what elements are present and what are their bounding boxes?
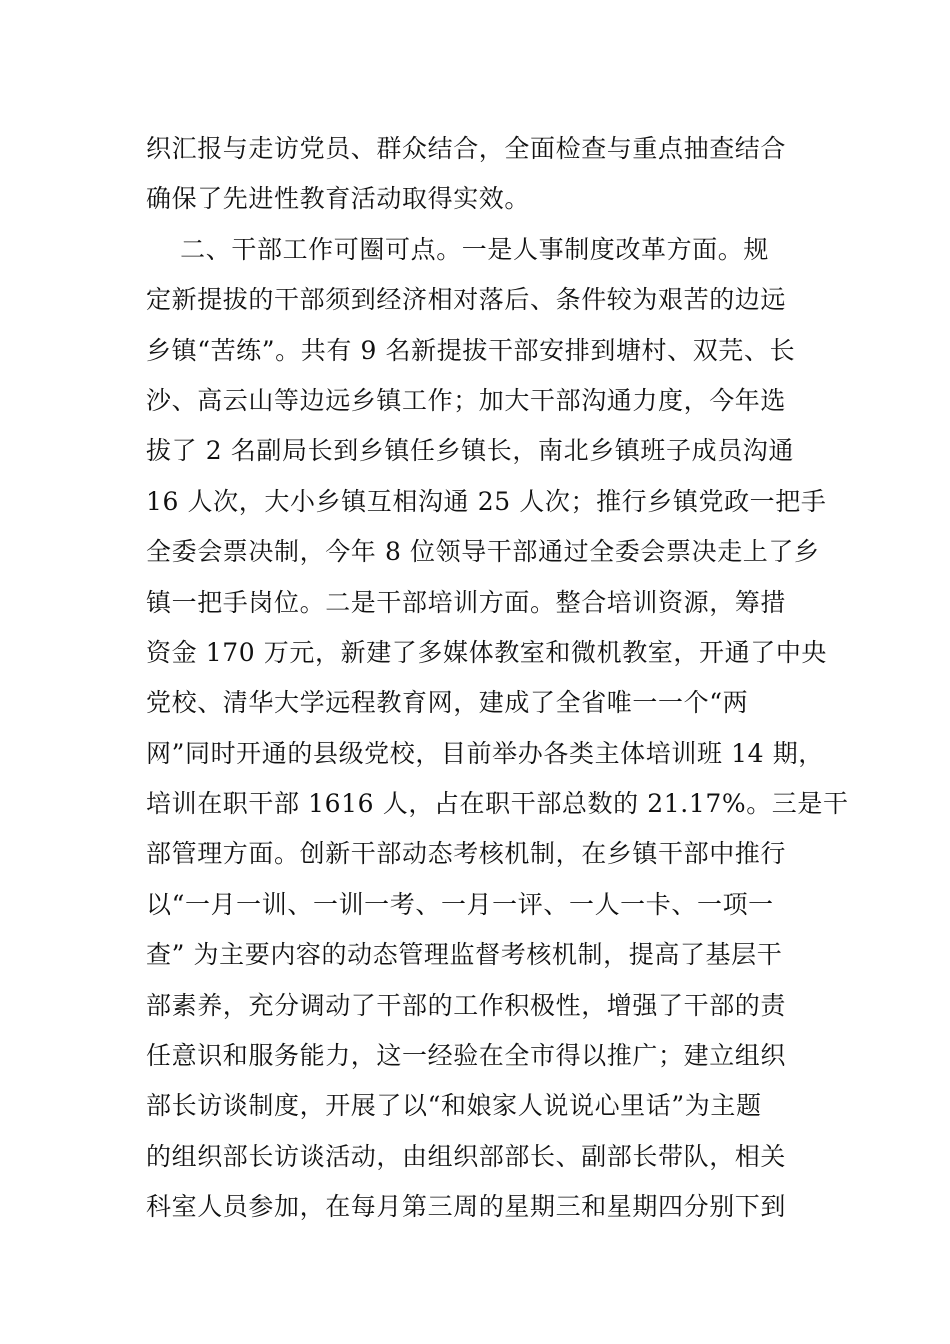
text-line: 部管理方面。创新干部动态考核机制，在乡镇干部中推行: [146, 839, 787, 869]
text-line: 乡镇“苦练”。共有 9 名新提拔干部安排到塘村、双芫、长: [146, 335, 796, 365]
text-line: 定新提拔的干部须到经济相对落后、条件较为艰苦的边远: [146, 285, 787, 315]
text-line: 沙、高云山等边远乡镇工作；加大干部沟通力度，今年选: [146, 385, 787, 415]
text-line: 全委会票决制，今年 8 位领导干部通过全委会票决走上了乡: [146, 537, 820, 567]
text-line: 以“一月一训、一训一考、一月一评、一人一卡、一项一: [146, 889, 774, 919]
text-line: 培训在职干部 1616 人，占在职干部总数的 21.17%。三是干: [146, 789, 849, 819]
text-line: 二、干部工作可圈可点。一是人事制度改革方面。规: [146, 234, 769, 264]
text-line: 部长访谈制度，开展了以“和娘家人说说心里话”为主题: [146, 1091, 762, 1121]
text-line: 确保了先进性教育活动取得实效。: [146, 184, 531, 214]
text-line: 镇一把手岗位。二是干部培训方面。整合培训资源，筹措: [146, 587, 787, 617]
text-line: 部素养，充分调动了干部的工作积极性，增强了干部的责: [146, 990, 787, 1020]
text-line: 党校、清华大学远程教育网，建成了全省唯一一个“两: [146, 688, 749, 718]
text-line: 拔了 2 名副局长到乡镇任乡镇长，南北乡镇班子成员沟通: [146, 436, 795, 466]
text-line: 任意识和服务能力，这一经验在全市得以推广；建立组织: [146, 1041, 787, 1071]
text-line: 科室人员参加，在每月第三周的星期三和星期四分别下到: [146, 1192, 787, 1222]
text-line: 资金 170 万元，新建了多媒体教室和微机教室，开通了中央: [146, 637, 828, 667]
text-line: 织汇报与走访党员、群众结合，全面检查与重点抽查结合: [146, 134, 787, 163]
text-line: 16 人次，大小乡镇互相沟通 25 人次；推行乡镇党政一把手: [146, 486, 827, 516]
text-line: 网”同时开通的县级党校，目前举办各类主体培训班 14 期，: [146, 738, 824, 768]
body-text: [146, 124, 849, 1233]
text-line: 查” 为主要内容的动态管理监督考核机制，提高了基层干: [146, 940, 783, 970]
text-line: 的组织部长访谈活动，由组织部部长、副部长带队，相关: [146, 1141, 787, 1171]
